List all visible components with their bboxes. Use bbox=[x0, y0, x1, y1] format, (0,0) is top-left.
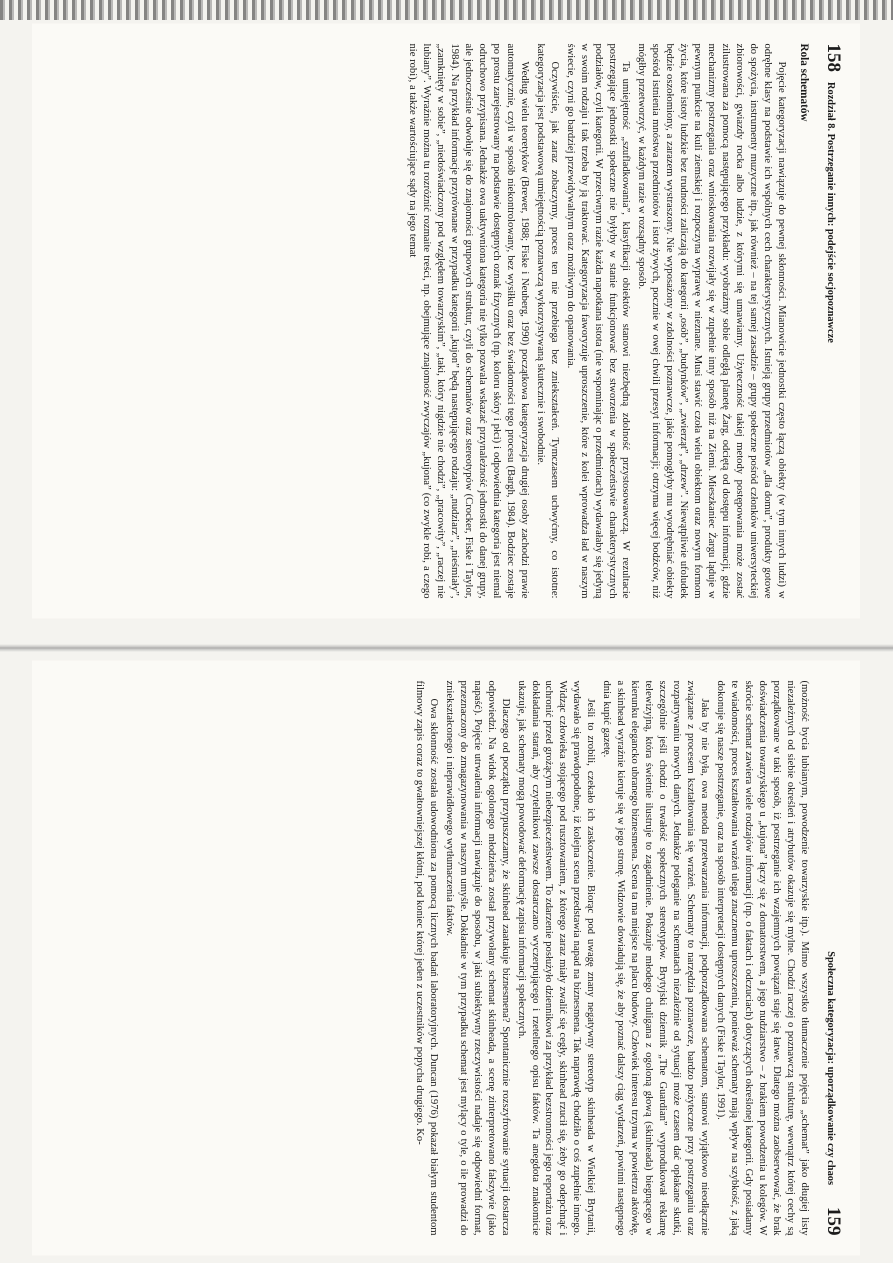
paragraph: Pojęcie kategoryzacji nawiązuje do pewnej skłonności. Mianowicie jednostki często łączą obiekty (w tym innych ludzi) w odrębne klasy na podstawie ich wspólnych cech charakterystycznych. Istnieją grupy przedmiotów „dla domu”, produkty gotowe do spożycia, instrumenty muzyczne itp., jak również – na tej samej zasadzie – grupy społeczne pośród członków uniwersyteckiej zbiorowości, gwiazdy rocka albo ludzie, z którymi się umawiamy. Użyteczność takiej metody postępowania może zostać zilustrowana za pomocą następującego przykładu: wyobraźmy sobie odległą planetę Żarg, odciętą od dostępu informacji, gdzie mechanizmy postrzegania oraz wnioskowania rozwijały się w zupełnie inny sposób niż na Ziemi. Mieszkaniec Żargu ląduje w pewnym punkcie na kuli ziemskiej i rozpoczyna wyprawę w nieznane. Musi stawić czoła wielu obiektom oraz nowym formom życia, które istoty ludzkie bez trudności zaliczają do kategorii „osób”, „budynków”, „zwierząt”, „drzew”. Niewątpliwie ufoludek będzie oszołomiony, a zarazem wystraszony. Nie wyposażony w zdolności poznawcze, jakie pomogłyby mu wyodrębniać obiekty spośród istnienia mnóstwa przedmiotów i istot żywych, pocznie w owej chwili przesyt informacji; otrzyma więcej bodźców, niż mógłby przetworzyć, w każdym razie w rozsądny sposób. bbox=[636, 43, 788, 599]
scan-edge-artifact bbox=[0, 0, 893, 20]
page-number: 158 bbox=[823, 43, 844, 72]
left-page bbox=[32, 24, 860, 619]
section-title: Rola schematów bbox=[797, 43, 810, 122]
page-number: 159 bbox=[823, 1207, 844, 1236]
running-head-text: Społeczna kategoryzacja: uporządkowanie czy chaos bbox=[825, 951, 836, 1185]
paragraph: Według wielu teoretyków (Brewer, 1988; Fiske i Neuberg, 1990) początkowa kategoryzacja drugiej osoby zachodzi prawie automatycznie, czyli w sposób niekontrolowany, bez wysiłku oraz bez świadomości tego procesu (Bargh, 1984). Bodziec zostaje po prostu zarejestrowany na podstawie dostępnych oznak fizycznych (np. koloru skóry i płci) i odpowiednia kategoria jest niemal odruchowo przypisana. Jednakże owa uaktywniona kategoria nie tylko pozwala wskazać przynależność jednostki do danej grupy, ale jednocześnie odwołuje się do znajomości grupowych struktur, czyli do schematów oraz stereotypów (Crocker, Fiske i Taylor, 1984). Na przykład informacje przyrównane w przypadku kategorii „kujon” będą następującego rodzaju: „nudziarz”, „nieśmiały”, „zamknięty w sobie”, „niedoświadczony pod względem towarzyskim”, „taki, który nigdzie nie chodzi”, „pracowity”, „raczej nie lubiany”. Wyraźnie można tu rozróżnić rozmaite treści, np. obejmujące znajomość zwyczajów „kujona” (co zwykle robi, a czego nie robi), a także wartościujące sądy na jego temat bbox=[406, 43, 530, 599]
paragraph: Jaka by nie była, owa metoda przetwarzania informacji, podporządkowana schematom, stanowi wyjątkowo nieodłącznie związane z procesem kształtowania się wrażeń. Schematy to narzędzia poznawcze, bardzo pożyteczne przy postrzeganiu oraz rozpatrywaniu nowych danych. Jednakże poleganie na schematach niezależnie od sytuacji może czasem dać opłakane skutki, szczególnie jeśli chodzi o trwałość społecznych stereotypów. Brytyjski dziennik „The Guardian” wyprodukował reklamę telewizyjną, która świetnie ilustruje to zagadnienie. Pokazuje młodego chuligana z ogoloną głową (skinheada) biegnącego w kierunku elegancko ubranego biznesmena. Scena ta ma miejsce na placu budowy. Człowiek interesu trzyma w powietrzu aktówkę, a skinhead wyraźnie kieruje się w jego stronę. Widzowie dowiadują się, że aby poznać dalszy ciąg wydarzeń, powinni następnego dnia kupić gazetę. bbox=[601, 680, 711, 1236]
paragraph: (możność bycia lubianym, powodzenie towarzyskie itp.). Mimo wszystko tłumaczenie pojęcia „schemat” jako długiej listy niezależnych od siebie określeń i atrybutów okazuje się mylne. Chodzi raczej o poznawczą strukturę, wewnątrz której cechy są porządkowane w taki sposób, iż postrzeganie ich wzajemnych powiązań staje się łatwe. Dlatego można zaobserwować, że brak doświadczenia towarzyskiego u „kujona” łączy się z domatorstwem, a jego nudziarstwo – z brakiem powodzenia u kolegów. W skrócie schemat zawiera wiele rodzajów informacji (np. o faktach i odczuciach) dotyczących określonej kategorii. Gdy posiadamy te wiadomości, proces kształtowania wrażeń ulega znacznemu uproszczeniu, ponieważ schematy mają wpływ na szybkość, z jaką dokonuje się nasze postrzeganie, oraz na sposób interpretacji dostępnych danych (Fiske i Taylor, 1991). bbox=[715, 680, 810, 1236]
book-gutter bbox=[0, 644, 893, 652]
running-head-left bbox=[821, 44, 846, 599]
paragraph: Owa skłonność została udowodniona za pomocą licznych badań laboratoryjnych. Duncan (1976) pokazał białym studentom filmowy zapis coraz to gwałtowniejszej kłótni, pod koniec której jeden z uczestników popycha drugiego. Ko- bbox=[413, 680, 439, 1236]
right-page bbox=[32, 661, 860, 1256]
paragraph: Jeśli to zrobili, czekało ich zaskoczenie. Biorąc pod uwagę znany negatywny stereotyp skinheada w Wielkiej Brytanii, wydawało się prawdopodobne, iż kolejna scena przedstawia napad na biznesmena. Tak naprawdę chodziło o coś zupełnie innego. Widząc człowieka stojącego pod rusztowaniem, z którego zaraz miały zwalić się cegły, skinhead rzucił się, żeby go odepchnąć i uchronić przed grożącym niebezpieczeństwem. To zdarzenie posłużyło dziennikowi za przykład bezstronności jego reportażu oraz dokładania starań, aby czytelnikowi zawsze dostarczano wyczerpującego i rzetelnego opisu faktów. Ta anegdota znakomicie ukazuje, jak schematy mogą powodować deformację zapisu informacji społecznych. bbox=[515, 680, 597, 1236]
running-head-text: Rozdział 8. Postrzeganie innych: podejście socjopoznawcze bbox=[825, 82, 836, 343]
running-head-right bbox=[821, 681, 846, 1236]
paragraph: Dlaczego od początku przypuszczamy, że skinhead zaatakuje biznesmena? Spontanicznie rozszyfrowanie sytuacji dostarcza odpowiedzi. Na widok ogolonego młodzieńca został przywołany schemat skinheada, a scenę zinterpretowano fałszywie (jako napaść). Pojęcie utrwalenia informacji nawiązuje do sposobu, w jaki subiektywny rzeczywistości nadaje się odpowiedni format, przeznaczony do zmagazynowania w naszym umyśle. Dokładnie w tym przypadku schemat jest mylący o tyle, o ile prowadzi do zniekształconego i nieprawidłowego wytłumaczenia faktów. bbox=[443, 680, 511, 1236]
paragraph: Ta umiejętność „szufladkowania”, klasyfikacji obiektów stanowi niezbędną zdolność przystosowawczą. W rezultacie postrzegające jednostki społeczne nie byłyby w stanie funkcjonować bez stworzenia w społeczeństwie charakterystycznych podziałów, czyli kategorii. W przeciwnym razie każda napotkana istota (nie wspominając o przedmiotach) wydawałaby się jedyną w swoim rodzaju i tak trzeba by ją traktować. Kategoryzacja faworyzuje uproszczenie, które z kolei wprowadza ład w naszym świecie, czyni go bardziej przewidywalnym oraz możliwym do opanowania. bbox=[564, 43, 632, 599]
paragraph: Oczywiście, jak zaraz zobaczymy, proces ten nie przebiega bez zniekształceń. Tymczasem uchwyćmy, co istotne: kategoryzacja jest podstawową umiejętnością poznawczą wykorzystywaną skutecznie i swobodnie. bbox=[534, 43, 560, 599]
